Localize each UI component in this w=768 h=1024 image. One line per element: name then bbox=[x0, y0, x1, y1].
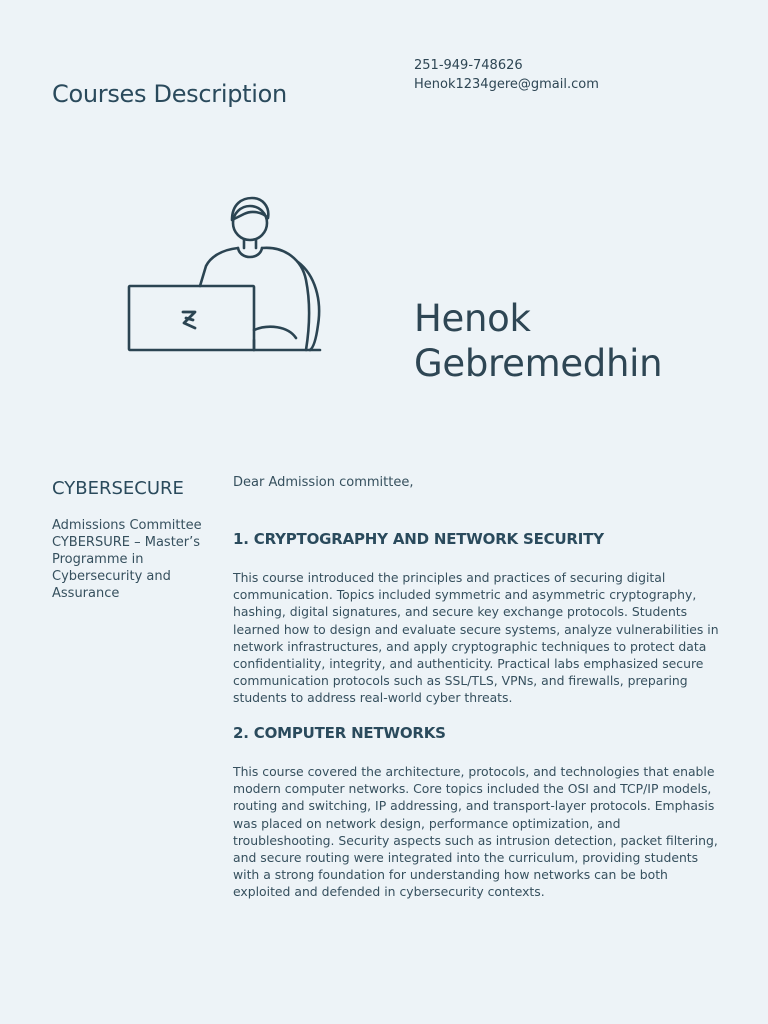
first-name: Henok bbox=[414, 297, 531, 340]
phone-number: 251-949-748626 bbox=[414, 58, 523, 73]
recipient-line: Programme in bbox=[52, 552, 144, 567]
letter-body bbox=[233, 474, 723, 900]
email-address: Henok1234gere@gmail.com bbox=[414, 77, 599, 92]
section-body: This course introduced the principles and practices of securing digital communication. Topics included symmetric and asymmetric cryptography, hashing, digital signatures, and secure key exchange protocols. Students learned how to design and evaluate secure systems, analyze vulnerabilities in network infrastructures, and apply cryptographic techniques to protect data confidentiality, integrity, and authenticity. Practical labs emphasized secure communication protocols such as SSL/TLS, VPNs, and firewalls, preparing students to address real-world cyber threats. bbox=[233, 570, 719, 706]
contact-info bbox=[414, 56, 599, 94]
section-heading: 1. CRYPTOGRAPHY AND NETWORK SECURITY bbox=[233, 530, 604, 548]
section-body: This course covered the architecture, protocols, and technologies that enable modern computer networks. Core topics included the OSI and TCP/IP models, routing and switching, IP addressing, and transport-layer protocols. Emphasis was placed on network design, performance optimization, and troubleshooting. Security aspects such as intrusion detection, packet filtering, and secure routing were integrated into the curriculum, providing students with a strong foundation for understanding how networks can be both exploited and defended in cybersecurity contexts. bbox=[233, 764, 718, 900]
recipient-line: Admissions Committee bbox=[52, 518, 202, 533]
last-name: Gebremedhin bbox=[414, 342, 663, 385]
person-at-laptop-icon bbox=[120, 190, 330, 360]
sidebar-title: CYBERSECURE bbox=[52, 478, 184, 499]
applicant-name bbox=[414, 296, 662, 386]
recipient-line: CYBERSURE – Master’s bbox=[52, 535, 201, 550]
salutation: Dear Admission committee, bbox=[233, 475, 414, 490]
recipient-line: Assurance bbox=[52, 586, 120, 601]
page-title: Courses Description bbox=[52, 80, 287, 108]
section-heading: 2. COMPUTER NETWORKS bbox=[233, 724, 446, 742]
recipient-block bbox=[52, 517, 217, 602]
recipient-line: Cybersecurity and bbox=[52, 569, 171, 584]
